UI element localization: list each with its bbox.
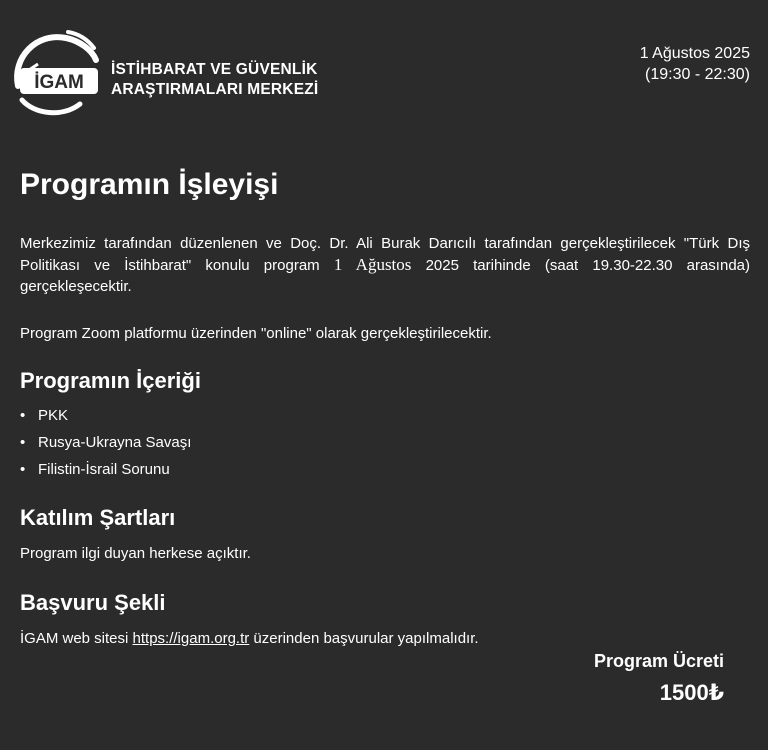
- intro-part1: Merkezimiz tarafından düzenlenen ve Doç. Dr. Ali Burak Darıcılı tarafından gerçekleştirilecek "Türk Dış Politikası ve İstihbarat" konulu program: [20, 235, 750, 274]
- page-title: Programın İşleyişi: [20, 168, 279, 201]
- section-content: [20, 366, 750, 483]
- event-date: [640, 43, 750, 85]
- fee-amount: 1500₺: [659, 680, 724, 705]
- list-item: • Rusya-Ukrayna Savaşı: [20, 429, 750, 456]
- application-suffix: üzerinden başvurular yapılmalıdır.: [249, 630, 479, 647]
- intro-date: 1 Ağustos: [333, 255, 412, 274]
- application-heading: Başvuru Şekli: [20, 590, 166, 615]
- org-name-line2: ARAŞTIRMALARI MERKEZİ: [111, 81, 319, 98]
- content-list: [20, 402, 750, 483]
- zoom-paragraph: Program Zoom platformu üzerinden "online" olarak gerçekleştirilecektir.: [20, 325, 492, 342]
- program-fee: [594, 649, 724, 709]
- list-item: • PKK: [20, 402, 750, 429]
- time-text: (19:30 - 22:30): [645, 66, 750, 83]
- intro-paragraph: [20, 233, 750, 297]
- org-name-line1: İSTİHBARAT VE GÜVENLİK: [111, 61, 318, 78]
- section-participation: [20, 503, 750, 564]
- fee-label: Program Ücreti: [593, 651, 724, 671]
- list-item: • Filistin-İsrail Sorunu: [20, 456, 750, 483]
- website-link[interactable]: https://igam.org.tr: [132, 630, 250, 647]
- header: [0, 0, 768, 130]
- participation-heading: Katılım Şartları: [20, 505, 176, 530]
- application-prefix: İGAM web sitesi: [20, 630, 133, 647]
- participation-text: Program ilgi duyan herkese açıktır.: [20, 545, 251, 562]
- logo-text: İGAM: [34, 72, 84, 93]
- intro-part2: 2025 tarihinde (saat 19.30-22.30 arasında) gerçekleşecektir.: [20, 257, 750, 295]
- igam-logo-icon: [8, 28, 103, 116]
- date-text: 1 Ağustos 2025: [639, 45, 750, 62]
- org-name: [111, 60, 318, 100]
- main-content: [20, 165, 750, 649]
- content-heading: Programın İçeriği: [20, 368, 201, 393]
- section-application: [20, 588, 750, 649]
- application-text: [20, 628, 750, 649]
